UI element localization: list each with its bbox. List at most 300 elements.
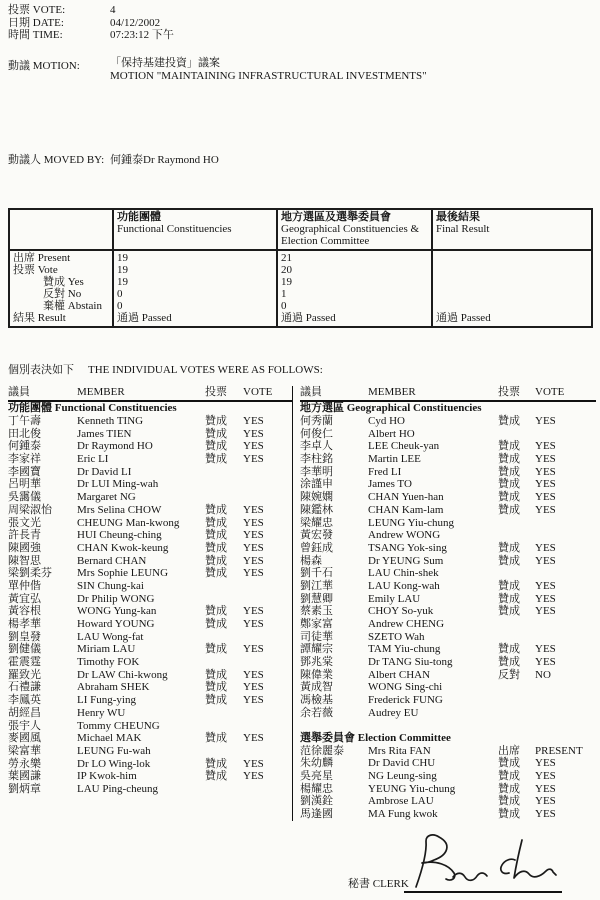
member-row — [300, 428, 596, 441]
member-row — [8, 656, 292, 669]
member-row — [8, 542, 292, 555]
vote-col-en: VOTE — [243, 386, 273, 398]
member-name-en: Dr YEUNG Sum — [368, 554, 444, 567]
member-vote-en — [243, 466, 292, 479]
geographical-column-header — [300, 386, 596, 402]
clerk-label: 秘書 CLERK — [348, 878, 409, 890]
summary-header-row — [9, 209, 592, 250]
functional-header-en: Functional Constituencies — [117, 223, 232, 235]
member-name-zh: 胡經昌 — [8, 706, 41, 719]
individual-votes-intro — [8, 364, 596, 377]
member-name-en: Mrs Rita FAN — [368, 744, 431, 757]
member-name-en: Abraham SHEK — [77, 681, 150, 694]
member-row — [300, 605, 596, 618]
member-row — [300, 643, 596, 656]
vote-col-zh: 投票 — [498, 386, 520, 398]
functional-member-list — [8, 415, 292, 796]
member-row — [8, 605, 292, 618]
member-vote-zh: 贊成 — [205, 605, 227, 618]
member-vote-en — [243, 656, 292, 669]
member-row — [300, 478, 596, 491]
member-vote-zh: 贊成 — [205, 618, 227, 630]
summary-row-label: 棄權 Abstain — [43, 300, 102, 312]
date-value: 04/12/2002 — [110, 16, 161, 29]
member-name-en: Martin LEE — [368, 453, 421, 466]
member-vote-zh: 贊成 — [205, 503, 227, 516]
member-vote-zh: 出席 — [498, 744, 520, 757]
individual-votes-intro-en: THE INDIVIDUAL VOTES WERE AS FOLLOWS: — [88, 364, 323, 376]
member-row — [8, 466, 292, 479]
summary-geographical-cell — [277, 250, 432, 327]
motion-block — [8, 57, 427, 82]
member-name-zh: 劉健儀 — [8, 643, 41, 656]
member-vote-zh: 贊成 — [498, 757, 520, 770]
moved-by-label: 動議人 MOVED BY: — [8, 154, 105, 166]
member-name-en: CHAN Kwok-keung — [77, 541, 169, 554]
member-col-en: MEMBER — [368, 386, 416, 398]
member-col-zh: 議員 — [8, 386, 30, 398]
member-name-en: Dr LUI Ming-wah — [77, 478, 159, 491]
member-name-en: Audrey EU — [368, 706, 419, 719]
member-name-en: LEE Cheuk-yan — [368, 440, 440, 453]
summary-header-geographical — [277, 209, 432, 250]
summary-final-value: 通過 Passed — [436, 312, 491, 324]
member-vote-zh: 贊成 — [205, 427, 227, 440]
member-name-en: Dr LO Wing-lok — [77, 757, 151, 770]
member-name-zh: 丁午壽 — [8, 415, 41, 427]
member-vote-en — [535, 517, 596, 530]
motion-title-en: MOTION "MAINTAINING INFRASTRUCTURAL INVESTMENTS" — [110, 69, 427, 82]
member-vote-zh — [205, 720, 243, 733]
member-name-zh: 涂謹申 — [300, 478, 333, 491]
member-row — [8, 694, 292, 707]
member-vote-zh — [205, 491, 243, 504]
member-vote-zh: 贊成 — [498, 541, 520, 554]
member-vote-zh: 贊成 — [205, 440, 227, 453]
member-row — [8, 504, 292, 517]
final-result-header-en: Final Result — [436, 223, 490, 235]
member-row — [8, 593, 292, 606]
member-name-en: LAU Kong-wah — [368, 579, 440, 592]
member-vote-en: YES — [243, 503, 264, 516]
member-vote-zh: 贊成 — [498, 453, 520, 466]
summary-functional-cell — [113, 250, 277, 327]
member-name-en: Andrew WONG — [368, 529, 441, 542]
member-name-en: Dr Philip WONG — [77, 592, 155, 605]
member-vote-en: YES — [243, 415, 264, 427]
member-row — [300, 529, 596, 542]
member-row — [8, 745, 292, 758]
member-vote-zh: 贊成 — [498, 592, 520, 605]
member-vote-en — [535, 681, 596, 694]
member-name-en: Albert HO — [368, 427, 415, 440]
member-row — [300, 745, 596, 758]
geographical-header-en: Geographical Constituencies & Election Committee — [281, 223, 420, 247]
member-name-en: Frederick FUNG — [368, 694, 443, 707]
member-row — [300, 542, 596, 555]
member-row — [300, 757, 596, 770]
member-vote-en: YES — [243, 516, 264, 529]
election-committee-member-list — [300, 745, 596, 821]
summary-geographical-value: 20 — [281, 264, 292, 276]
summary-row-label: 投票 Vote — [13, 264, 58, 276]
member-vote-zh — [498, 618, 535, 631]
member-vote-en: YES — [243, 757, 264, 770]
member-vote-en: YES — [535, 807, 556, 820]
member-row — [300, 656, 596, 669]
member-vote-zh: 贊成 — [205, 516, 227, 529]
summary-row-label: 出席 Present — [13, 252, 71, 264]
member-name-zh: 鄭家富 — [300, 618, 333, 630]
summary-functional-value: 19 — [117, 264, 128, 276]
member-vote-en: PRESENT — [535, 744, 583, 757]
motion-title-zh: 「保持基建投資」議案 — [110, 57, 220, 69]
clerk-signature — [406, 831, 566, 893]
member-row — [8, 770, 292, 783]
member-vote-zh — [498, 694, 535, 707]
member-name-en: CHEUNG Man-kwong — [77, 516, 180, 529]
member-name-zh: 梁劉柔芬 — [8, 567, 52, 580]
member-vote-zh: 贊成 — [205, 681, 227, 694]
member-name-en: LAU Ping-cheung — [77, 782, 158, 795]
member-vote-zh: 贊成 — [205, 453, 227, 466]
member-name-zh: 劉皇發 — [8, 630, 41, 643]
member-name-zh: 周梁淑怡 — [8, 503, 52, 516]
member-row — [300, 783, 596, 796]
geographical-section-title: 地方選區 Geographical Constituencies — [300, 402, 482, 414]
member-vote-en — [243, 707, 292, 720]
member-vote-zh — [498, 517, 535, 530]
summary-functional-value: 0 — [117, 288, 123, 300]
member-name-zh: 何秀蘭 — [300, 415, 333, 427]
election-committee-section-title: 選舉委員會 Election Committee — [300, 731, 451, 744]
summary-final-value — [436, 252, 588, 264]
member-row — [8, 720, 292, 733]
member-row — [8, 643, 292, 656]
member-name-zh: 李家祥 — [8, 453, 41, 466]
member-vote-zh — [498, 428, 535, 441]
member-vote-en: YES — [243, 732, 264, 745]
member-row — [300, 707, 596, 720]
member-vote-zh: 贊成 — [498, 643, 520, 656]
moved-by-value: 何鍾泰Dr Raymond HO — [110, 154, 219, 166]
member-row — [8, 478, 292, 491]
member-name-en: Fred LI — [368, 465, 402, 478]
member-name-en: WONG Sing-chi — [368, 681, 443, 694]
member-name-zh: 曾鈺成 — [300, 541, 333, 554]
member-name-zh: 劉千石 — [300, 567, 333, 580]
moved-by-block — [8, 151, 219, 167]
member-name-en: CHAN Kam-lam — [368, 503, 444, 516]
member-name-zh: 單仲偕 — [8, 579, 41, 592]
member-vote-en: NO — [535, 668, 551, 681]
summary-final-value — [436, 300, 588, 312]
member-col-zh: 議員 — [300, 386, 322, 398]
member-vote-zh: 贊成 — [498, 503, 520, 516]
member-vote-zh: 贊成 — [205, 415, 227, 427]
member-vote-en — [243, 631, 292, 644]
member-vote-en: YES — [535, 478, 556, 491]
summary-functional-value: 通過 Passed — [117, 312, 172, 324]
member-name-zh: 梁耀忠 — [300, 516, 333, 529]
summary-functional-value: 19 — [117, 252, 128, 264]
member-vote-en: YES — [535, 643, 556, 656]
member-row — [8, 783, 292, 796]
member-vote-en: YES — [243, 681, 264, 694]
member-name-zh: 黃宜弘 — [8, 592, 41, 605]
member-vote-zh — [205, 783, 243, 796]
member-name-en: Dr TANG Siu-tong — [368, 656, 453, 669]
member-vote-en: YES — [535, 592, 556, 605]
member-name-en: Mrs Selina CHOW — [77, 503, 162, 516]
member-row — [300, 669, 596, 682]
vote-number-value: 4 — [110, 4, 116, 16]
member-name-en: SZETO Wah — [368, 630, 425, 643]
member-name-en: LEUNG Fu-wah — [77, 744, 151, 757]
member-vote-zh — [205, 466, 243, 479]
member-vote-zh: 贊成 — [205, 529, 227, 542]
member-name-en: Margaret NG — [77, 491, 136, 504]
member-vote-en: YES — [535, 465, 556, 478]
member-name-en: Cyd HO — [368, 415, 405, 427]
member-row — [300, 567, 596, 580]
member-vote-en — [535, 707, 596, 720]
time-label: 時間 TIME: — [8, 29, 63, 41]
member-name-en: Timothy FOK — [77, 656, 140, 669]
member-vote-zh: 贊成 — [498, 795, 520, 808]
vote-col-en: VOTE — [535, 386, 565, 398]
member-vote-en: YES — [243, 694, 264, 707]
member-name-en: SIN Chung-kai — [77, 579, 144, 592]
individual-votes-intro-zh: 個別表決如下 — [8, 364, 74, 376]
member-name-en: Ambrose LAU — [368, 795, 434, 808]
member-vote-en — [535, 631, 596, 644]
member-name-zh: 鄧兆棠 — [300, 656, 333, 669]
member-name-zh: 陳鑑林 — [300, 503, 333, 516]
member-vote-en: YES — [243, 605, 264, 618]
member-name-en: Albert CHAN — [368, 668, 431, 681]
member-col-en: MEMBER — [77, 386, 125, 398]
summary-final-value — [436, 264, 588, 276]
summary-geographical-value: 通過 Passed — [281, 312, 336, 324]
summary-body-row — [9, 250, 592, 327]
member-vote-en: YES — [535, 795, 556, 808]
summary-final-cell — [432, 250, 592, 327]
member-vote-zh: 贊成 — [205, 757, 227, 770]
member-row — [8, 567, 292, 580]
time-value: 07:23:12 下午 — [110, 29, 174, 41]
member-vote-zh — [205, 707, 243, 720]
member-name-zh: 朱幼麟 — [300, 757, 333, 770]
member-name-zh: 陳婉嫻 — [300, 491, 333, 504]
member-row — [300, 770, 596, 783]
functional-votes-column — [8, 386, 293, 821]
member-vote-en — [535, 567, 596, 580]
member-name-zh: 黃成智 — [300, 681, 333, 694]
member-vote-zh: 贊成 — [498, 465, 520, 478]
member-name-zh: 楊森 — [300, 554, 322, 567]
member-row — [300, 631, 596, 644]
vote-col-zh: 投票 — [205, 386, 227, 398]
member-name-zh: 陳國強 — [8, 541, 41, 554]
member-name-en: James TO — [368, 478, 412, 491]
member-name-zh: 馮檢基 — [300, 694, 333, 707]
member-vote-en: YES — [243, 529, 264, 542]
member-row — [8, 618, 292, 631]
geographical-member-list — [300, 415, 596, 720]
date-label: 日期 DATE: — [8, 16, 64, 29]
member-name-zh: 黃容根 — [8, 605, 41, 618]
member-name-en: TAM Yiu-chung — [368, 643, 441, 656]
member-vote-zh — [205, 478, 243, 491]
member-vote-zh: 贊成 — [498, 656, 520, 669]
member-row — [300, 808, 596, 821]
member-row — [300, 440, 596, 453]
member-vote-en: YES — [535, 541, 556, 554]
summary-geographical-value: 21 — [281, 252, 292, 264]
member-name-zh: 呂明華 — [8, 478, 41, 491]
member-vote-zh: 贊成 — [498, 478, 520, 491]
member-vote-zh: 贊成 — [205, 732, 227, 745]
member-name-zh: 許長青 — [8, 529, 41, 542]
member-row — [300, 681, 596, 694]
member-row — [300, 593, 596, 606]
member-row — [8, 732, 292, 745]
member-vote-en: YES — [243, 453, 264, 466]
geographical-votes-column — [293, 386, 596, 821]
member-vote-en: YES — [243, 440, 264, 453]
individual-votes-section — [8, 364, 596, 821]
member-row — [8, 669, 292, 682]
member-row — [8, 529, 292, 542]
member-row — [8, 428, 292, 441]
member-vote-zh: 贊成 — [205, 554, 227, 567]
member-name-zh: 勞永樂 — [8, 757, 41, 770]
member-row — [300, 504, 596, 517]
member-name-en: Dr LAW Chi-kwong — [77, 668, 168, 681]
member-name-en: NG Leung-sing — [368, 769, 437, 782]
member-name-zh: 劉江華 — [300, 579, 333, 592]
member-vote-zh: 贊成 — [498, 415, 520, 427]
vote-number-label: 投票 VOTE: — [8, 4, 66, 16]
member-vote-zh: 贊成 — [498, 769, 520, 782]
summary-functional-value: 19 — [117, 276, 128, 288]
functional-column-header — [8, 386, 292, 402]
member-vote-zh: 贊成 — [498, 782, 520, 795]
member-vote-zh: 贊成 — [205, 770, 227, 783]
member-row — [8, 758, 292, 771]
member-name-zh: 葉國謙 — [8, 770, 41, 783]
summary-header-functional — [113, 209, 277, 250]
member-name-en: Dr David LI — [77, 465, 132, 478]
motion-label: 動議 MOTION: — [8, 60, 80, 72]
member-name-zh: 陳智思 — [8, 554, 41, 567]
member-name-zh: 馬逢國 — [300, 807, 333, 820]
member-name-en: Howard YOUNG — [77, 618, 155, 630]
member-name-en: YEUNG Yiu-chung — [368, 782, 456, 795]
member-vote-en — [535, 618, 596, 631]
summary-row-label: 結果 Result — [13, 312, 66, 324]
member-row — [300, 491, 596, 504]
member-name-en: Dr David CHU — [368, 757, 436, 770]
member-row — [300, 555, 596, 568]
summary-final-value — [436, 288, 588, 300]
member-vote-en: YES — [535, 656, 556, 669]
member-row — [300, 618, 596, 631]
member-name-zh: 劉漢銓 — [300, 795, 333, 808]
member-vote-en — [243, 745, 292, 758]
member-name-en: WONG Yung-kan — [77, 605, 157, 618]
summary-header-final — [432, 209, 592, 250]
member-name-en: Mrs Sophie LEUNG — [77, 567, 169, 580]
member-vote-en: YES — [535, 440, 556, 453]
member-row — [300, 517, 596, 530]
member-vote-zh — [205, 745, 243, 758]
member-vote-zh — [205, 656, 243, 669]
member-vote-zh — [205, 580, 243, 593]
member-vote-en: YES — [535, 453, 556, 466]
member-vote-zh: 贊成 — [498, 579, 520, 592]
member-name-zh: 楊孝華 — [8, 618, 41, 630]
summary-functional-value: 0 — [117, 300, 123, 312]
vote-meta-block — [8, 4, 174, 42]
member-name-en: LAU Chin-shek — [368, 567, 439, 580]
vote-summary-table — [8, 208, 593, 328]
member-vote-zh: 贊成 — [498, 491, 520, 504]
member-vote-zh: 贊成 — [205, 694, 227, 707]
member-name-zh: 張宇人 — [8, 719, 41, 732]
date-row — [8, 17, 174, 29]
member-name-en: James TIEN — [77, 427, 132, 440]
geographical-header-zh: 地方選區及選舉委員會 — [281, 211, 391, 223]
member-name-en: Kenneth TING — [77, 415, 144, 427]
member-vote-zh — [205, 631, 243, 644]
member-row — [300, 795, 596, 808]
member-vote-zh: 贊成 — [498, 605, 520, 618]
member-name-zh: 黃宏發 — [300, 529, 333, 542]
member-name-zh: 劉慧卿 — [300, 592, 333, 605]
member-name-zh: 蔡素玉 — [300, 605, 333, 618]
clerk-signature-block — [0, 835, 600, 900]
member-name-zh: 張文光 — [8, 516, 41, 529]
member-row — [300, 580, 596, 593]
member-name-zh: 劉炳章 — [8, 782, 41, 795]
member-name-zh: 霍震霆 — [8, 656, 41, 669]
member-vote-en: YES — [243, 541, 264, 554]
summary-row-label: 反對 No — [43, 288, 82, 300]
member-vote-en: YES — [535, 503, 556, 516]
member-vote-zh — [498, 567, 535, 580]
member-name-en: CHAN Yuen-han — [368, 491, 444, 504]
member-vote-en: YES — [243, 618, 264, 630]
member-name-en: LAU Wong-fat — [77, 630, 144, 643]
summary-row-label: 贊成 Yes — [43, 276, 84, 288]
time-row — [8, 29, 174, 41]
member-vote-en: YES — [535, 554, 556, 567]
member-row — [300, 415, 596, 428]
member-vote-en — [243, 593, 292, 606]
member-name-zh: 李華明 — [300, 465, 333, 478]
member-vote-en — [243, 720, 292, 733]
member-vote-en — [243, 580, 292, 593]
member-vote-en: YES — [535, 491, 556, 504]
member-row — [8, 555, 292, 568]
member-name-zh: 石禮謙 — [8, 681, 41, 694]
member-name-en: Andrew CHENG — [368, 618, 445, 630]
summary-final-value — [436, 276, 588, 288]
member-vote-en: YES — [535, 605, 556, 618]
member-name-en: IP Kwok-him — [77, 770, 137, 783]
